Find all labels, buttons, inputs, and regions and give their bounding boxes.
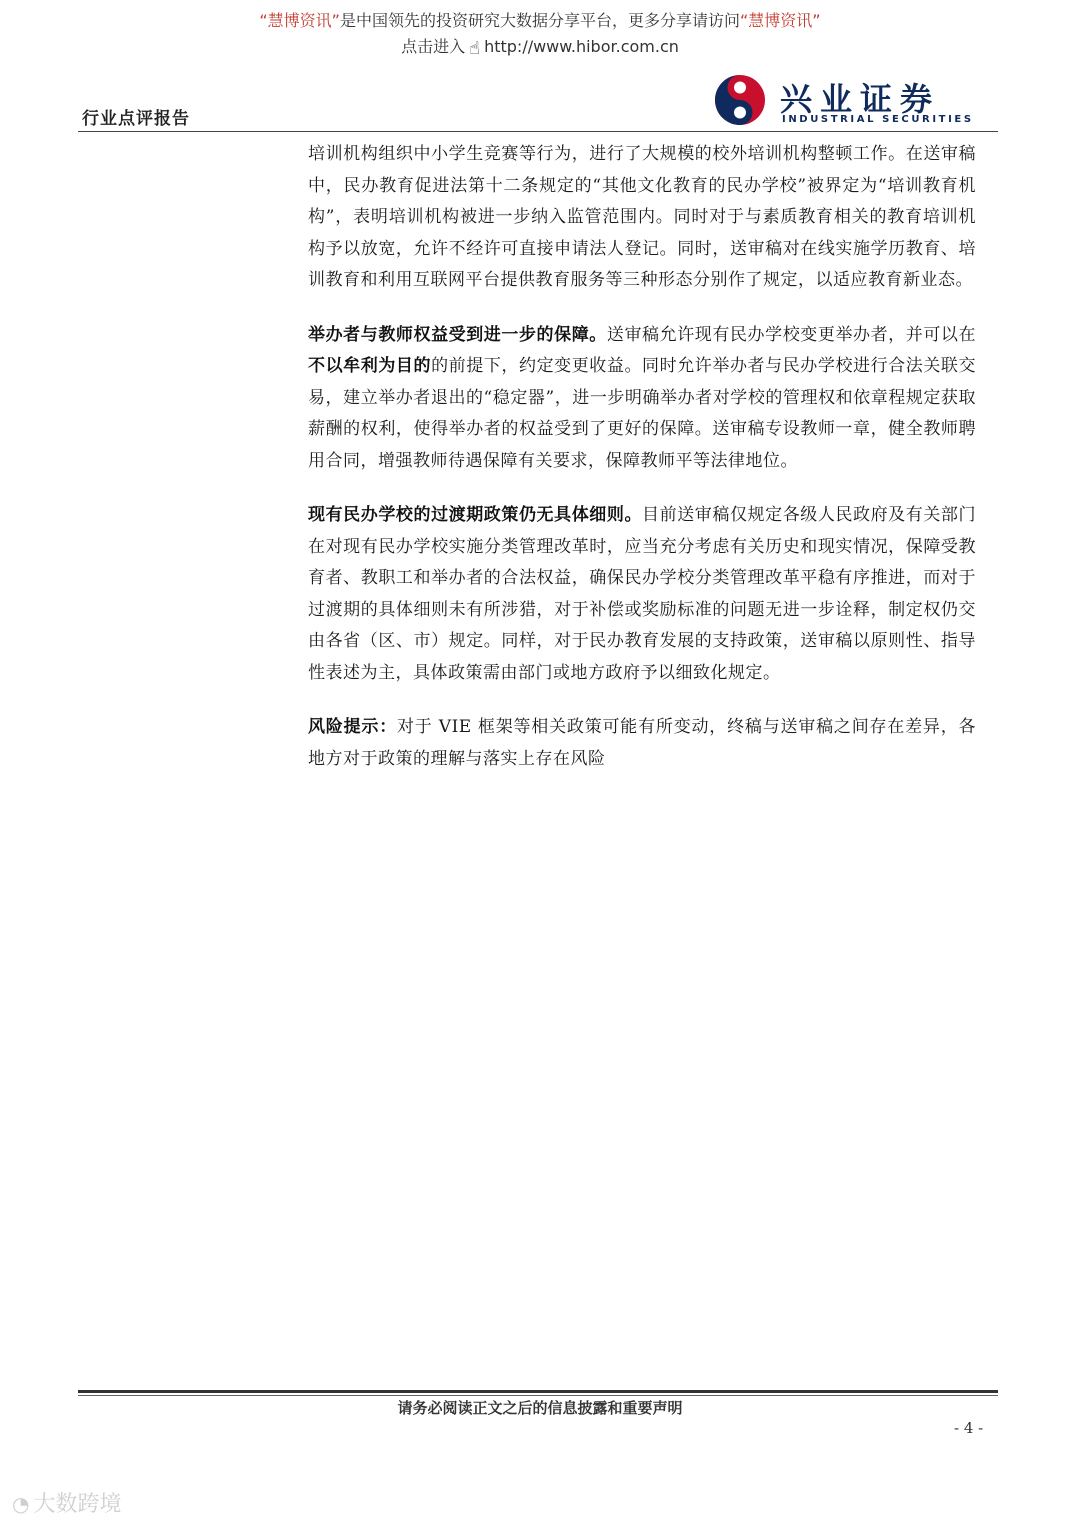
banner-text: 是中国领先的投资研究大数据分享平台，更多分享请访问 xyxy=(339,11,740,30)
risk-label: 风险提示： xyxy=(308,717,397,737)
footer-disclaimer: 请务必阅读正文之后的信息披露和重要声明 xyxy=(397,1399,683,1417)
report-type-label: 行业点评报告 xyxy=(82,109,190,129)
logo-chinese-name: 兴业证券 xyxy=(780,80,941,118)
company-logo xyxy=(714,72,994,128)
watermark-text: 大数跨境 xyxy=(33,1492,122,1517)
page-number: - 4 - xyxy=(954,1419,984,1437)
logo-mark-icon xyxy=(714,74,766,126)
footer-divider xyxy=(78,1390,998,1393)
banner-url-link[interactable]: http://www.hibor.com.cn xyxy=(484,37,679,56)
section-heading-rights: 举办者与教师权益受到进一步的保障。 xyxy=(308,324,607,345)
brand-name-quote: “慧博资讯” xyxy=(259,11,340,30)
report-body xyxy=(308,139,976,798)
hand-pointer-icon: ☝ xyxy=(469,38,481,59)
paragraph-risk-warning xyxy=(308,712,976,775)
risk-text: 对于 VIE 框架等相关政策可能有所变动，终稿与送审稿之间存在差异，各地方对于政策的理解与落实上存在风险 xyxy=(308,717,976,769)
section-heading-transition: 现有民办学校的过渡期政策仍无具体细则。 xyxy=(308,505,643,525)
brand-name-quote-2: “慧博资讯” xyxy=(740,11,821,30)
paragraph-sponsor-teacher-rights xyxy=(308,320,976,478)
header-divider xyxy=(78,131,998,132)
paragraph-text: 送审稿允许现有民办学校变更举办者，并可以在 xyxy=(606,324,977,345)
footer-divider-thin xyxy=(78,1395,998,1396)
top-promo-banner xyxy=(0,8,1080,31)
paragraph-text: 目前送审稿仅规定各级人民政府及有关部门在对现有民办学校实施分类管理改革时，应当充分考虑有关历史和现实情况，保障受教育者、教职工和举办者的合法权益，确保民办学校分类管理改革平稳有序推进，而对于过渡期的具体细则未有所涉猎，对于补偿或奖励标准的问题无进一步诠释，制定权仍交由各省（区、市）规定。同样，对于民办教育发展的支持政策，送审稿以原则性、指导性表述为主，具体政策需由部门或地方政府予以细致化规定。 xyxy=(308,505,977,683)
weibo-icon: ◔ xyxy=(12,1492,30,1516)
paragraph-training-institutions: 培训机构组织中小学生竞赛等行为，进行了大规模的校外培训机构整顿工作。在送审稿中，民办教育促进法第十二条规定的“其他文化教育的民办学校”被界定为“培训教育机构”，表明培训机构被进一步纳入监管范围内。同时对于与素质教育相关的教育培训机构予以放宽，允许不经许可直接申请法人登记。同时，送审稿对在线实施学历教育、培训教育和利用互联网平台提供教育服务等三种形态分别作了规定，以适应教育新业态。 xyxy=(308,144,976,290)
banner-enter-label: 点击进入 xyxy=(401,37,466,56)
source-watermark xyxy=(12,1487,121,1518)
emphasis-non-profit: 不以牟利为目的 xyxy=(308,356,432,376)
paragraph-text: 的前提下，约定变更收益。同时允许举办者与民办学校进行合法关联交易，建立举办者退出的“稳定器”，进一步明确举办者对学校的管理权和依章程规定获取薪酬的权利，使得举办者的权益受到了更好的保障。送审稿专设教师一章，健全教师聘用合同，增强教师待遇保障有关要求，保障教师平等法律地位。 xyxy=(308,356,977,471)
logo-english-name: INDUSTRIAL SECURITIES xyxy=(782,114,974,125)
banner-link-row[interactable] xyxy=(0,34,1080,59)
paragraph-transition-policy xyxy=(308,500,976,689)
